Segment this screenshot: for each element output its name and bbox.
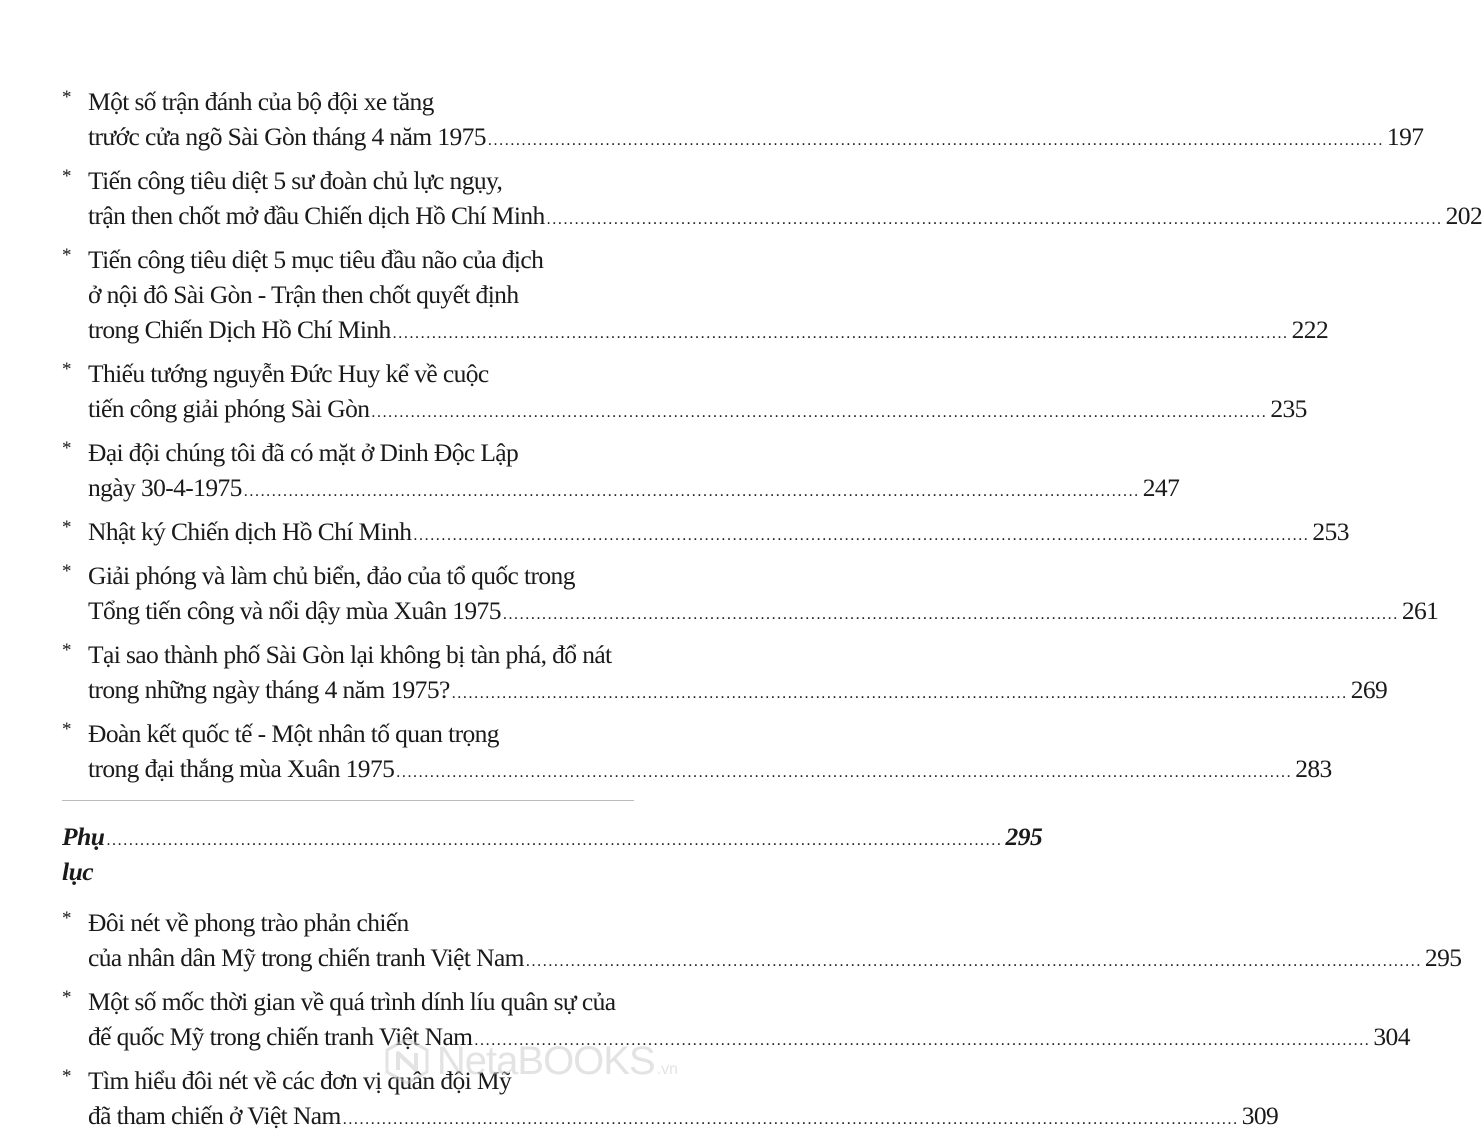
netabooks-watermark <box>383 1037 678 1085</box>
dot-leader: ................................................................................................................................................................ <box>342 1111 1239 1128</box>
bullet-asterisk: * <box>62 908 72 929</box>
toc-entry[interactable] <box>62 163 1482 233</box>
toc-entry-title-part: đã tham chiến ở Việt Nam <box>88 1101 341 1130</box>
toc-entry-line: Thiếu tướng nguyễn Đức Huy kể về cuộc <box>88 359 489 388</box>
page-number: 269 <box>1350 675 1388 704</box>
page-number: 235 <box>1270 394 1307 423</box>
toc-entry-text <box>88 435 1180 505</box>
toc-entry-last-line <box>88 672 1388 707</box>
page-number: 283 <box>1295 754 1332 783</box>
toc-entry-title-part: Nhật ký Chiến dịch Hồ Chí Minh <box>88 517 412 546</box>
bullet-asterisk: * <box>62 561 72 582</box>
page-number: 222 <box>1291 315 1329 344</box>
toc-entry-line: Giải phóng và làm chủ biển, đảo của tổ quốc trong <box>88 561 575 590</box>
toc-entry-text <box>88 84 1424 154</box>
toc-entry-last-line <box>88 751 1332 786</box>
dot-leader: ................................................................................................................................................................ <box>525 953 1422 970</box>
bullet-asterisk: * <box>62 359 72 380</box>
toc-entry-text <box>88 242 1329 347</box>
toc-entry-line: Tìm hiểu đôi nét về các đơn vị quân đội Mỹ <box>88 1066 512 1095</box>
toc-entry[interactable] <box>62 356 1307 426</box>
toc-entry-title-part: đế quốc Mỹ trong chiến tranh Việt Nam <box>88 1022 473 1051</box>
dot-leader: ................................................................................................................................................................ <box>546 211 1443 228</box>
toc-entry[interactable] <box>62 514 1349 549</box>
toc-entry-last-line <box>88 198 1482 233</box>
bullet-asterisk: * <box>62 87 72 108</box>
toc-entry-last-line <box>88 593 1439 628</box>
toc-main-list <box>62 84 1482 786</box>
page-number: 197 <box>1386 122 1424 151</box>
toc-entry-line: Đôi nét về phong trào phản chiến <box>88 908 409 937</box>
bullet-asterisk: * <box>62 1066 72 1087</box>
page-number: 202 <box>1445 201 1482 230</box>
page-number: 304 <box>1373 1022 1410 1051</box>
toc-entry-last-line <box>88 312 1329 347</box>
toc-entry-title-part: ngày 30-4-1975 <box>88 473 242 502</box>
toc-entry-text <box>88 163 1482 233</box>
page-number: 309 <box>1241 1101 1279 1130</box>
dot-leader: ................................................................................................................................................................ <box>243 483 1140 500</box>
toc-entry[interactable] <box>62 435 1180 505</box>
toc-entry[interactable] <box>62 716 1332 786</box>
toc-entry-line: ở nội đô Sài Gòn - Trận then chốt quyết định <box>88 280 519 309</box>
toc-entry-last-line <box>88 391 1307 426</box>
dot-leader: ................................................................................................................................................................ <box>502 606 1399 623</box>
dot-leader: ................................................................................................................................................................ <box>396 764 1293 781</box>
toc-entry[interactable] <box>62 558 1439 628</box>
toc-entry[interactable] <box>62 637 1388 707</box>
toc-entry-last-line <box>88 1098 1279 1133</box>
dot-leader: ................................................................................................................................................................ <box>106 832 1003 849</box>
n-logo-icon <box>383 1037 431 1085</box>
toc-entry-last-line <box>88 119 1424 154</box>
toc-entry-title-part: trong những ngày tháng 4 năm 1975? <box>88 675 450 704</box>
watermark-brand: NetaBOOKS <box>436 1038 655 1083</box>
page-number: 261 <box>1401 596 1439 625</box>
toc-entry-last-line <box>88 940 1462 975</box>
toc-entry-line: Đoàn kết quốc tế - Một nhân tố quan trọng <box>88 719 499 748</box>
bullet-asterisk: * <box>62 987 72 1008</box>
dot-leader: ................................................................................................................................................................ <box>451 685 1348 702</box>
toc-entry-title-part: trận then chốt mở đầu Chiến dịch Hồ Chí Minh <box>88 201 545 230</box>
dot-leader: ................................................................................................................................................................ <box>474 1032 1371 1049</box>
toc-entry-line: Tiến công tiêu diệt 5 sư đoàn chủ lực ngụy, <box>88 166 503 195</box>
toc-entry-text <box>88 514 1349 549</box>
toc-entry-text <box>88 905 1462 975</box>
toc-entry-line: Một số trận đánh của bộ đội xe tăng <box>88 87 434 116</box>
bullet-asterisk: * <box>62 517 72 538</box>
appendix-page-number: 295 <box>1005 822 1043 851</box>
bullet-asterisk: * <box>62 640 72 661</box>
toc-entry-title-part: trước cửa ngõ Sài Gòn tháng 4 năm 1975 <box>88 122 486 151</box>
bullet-asterisk: * <box>62 166 72 187</box>
page-number: 253 <box>1312 517 1349 546</box>
bullet-asterisk: * <box>62 438 72 459</box>
toc-entry[interactable] <box>62 242 1329 347</box>
dot-leader: ................................................................................................................................................................ <box>371 404 1268 421</box>
toc-entry-last-line <box>88 514 1349 549</box>
toc-entry-text <box>88 637 1388 707</box>
toc-entry[interactable] <box>62 84 1424 154</box>
bullet-asterisk: * <box>62 245 72 266</box>
toc-entry-title-part: của nhân dân Mỹ trong chiến tranh Việt Nam <box>88 943 524 972</box>
toc-entry-title-part: trong Chiến Dịch Hồ Chí Minh <box>88 315 391 344</box>
watermark-suffix: .vn <box>656 1061 678 1078</box>
toc-entry-line: Một số mốc thời gian về quá trình dính líu quân sự của <box>88 987 616 1016</box>
page-number: 247 <box>1142 473 1180 502</box>
bullet-asterisk: * <box>62 719 72 740</box>
toc-entry-title-part: Tổng tiến công và nổi dậy mùa Xuân 1975 <box>88 596 501 625</box>
dot-leader: ................................................................................................................................................................ <box>392 325 1289 342</box>
dot-leader: ................................................................................................................................................................ <box>487 132 1384 149</box>
page-number: 295 <box>1424 943 1462 972</box>
section-divider <box>62 800 634 801</box>
toc-entry-text <box>88 558 1439 628</box>
toc-entry-line: Đại đội chúng tôi đã có mặt ở Dinh Độc Lập <box>88 438 519 467</box>
toc-entry-last-line <box>88 470 1180 505</box>
toc-entry-title-part: tiến công giải phóng Sài Gòn <box>88 394 370 423</box>
appendix-heading[interactable] <box>62 819 1043 889</box>
toc-entry-text <box>88 716 1332 786</box>
toc-entry-title-part: trong đại thắng mùa Xuân 1975 <box>88 754 395 783</box>
toc-entry-line: Tiến công tiêu diệt 5 mục tiêu đầu não của địch <box>88 245 544 274</box>
dot-leader: ................................................................................................................................................................ <box>413 527 1310 544</box>
toc-entry[interactable] <box>62 905 1462 975</box>
toc-entry-text <box>88 356 1307 426</box>
appendix-title: Phụ lục <box>62 822 105 886</box>
toc-entry-line: Tại sao thành phố Sài Gòn lại không bị tàn phá, đổ nát <box>88 640 612 669</box>
